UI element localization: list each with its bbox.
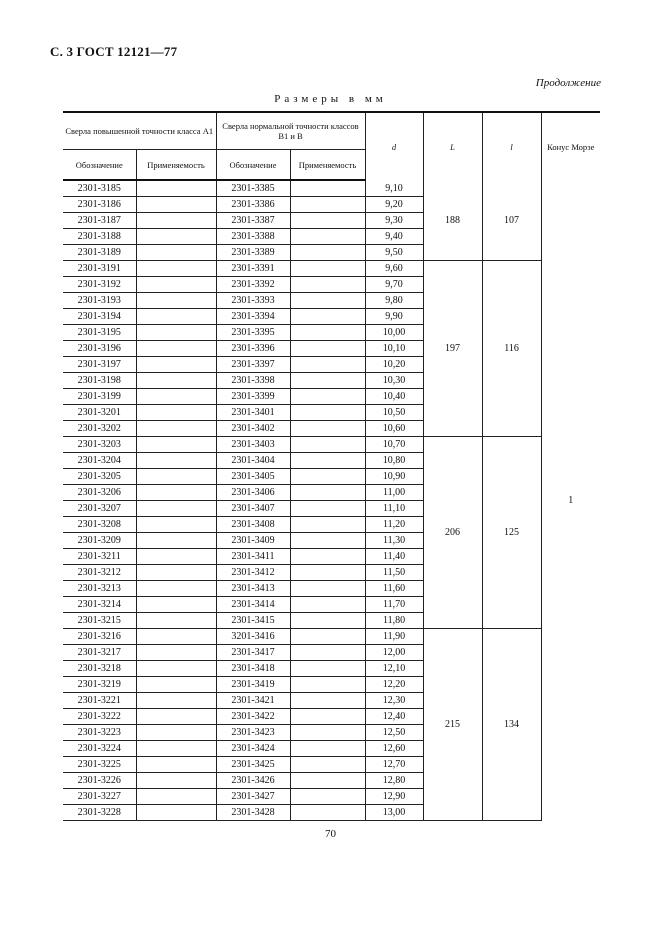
- designation-a1-cell: 2301-3218: [63, 661, 136, 677]
- applicability-b-cell: [290, 180, 365, 197]
- page-title: С. 3 ГОСТ 12121—77: [50, 44, 178, 59]
- applicability-a1-cell: [136, 213, 216, 229]
- designation-b-cell: 2301-3425: [216, 757, 290, 773]
- designation-b-cell: 2301-3404: [216, 453, 290, 469]
- applicability-b-cell: [290, 229, 365, 245]
- designation-b-cell: 2301-3393: [216, 293, 290, 309]
- designation-a1-cell: 2301-3224: [63, 741, 136, 757]
- d-cell: 10,60: [365, 421, 423, 437]
- applicability-b-cell: [290, 629, 365, 645]
- designation-b-cell: 2301-3405: [216, 469, 290, 485]
- applicability-a1-cell: [136, 725, 216, 741]
- designation-a1-cell: 2301-3208: [63, 517, 136, 533]
- designation-a1-cell: 2301-3199: [63, 389, 136, 405]
- designation-a1-cell: 2301-3217: [63, 645, 136, 661]
- designation-a1-cell: 2301-3226: [63, 773, 136, 789]
- table-row: [63, 437, 600, 453]
- designation-b-cell: 2301-3402: [216, 421, 290, 437]
- designation-a1-cell: 2301-3192: [63, 277, 136, 293]
- applicability-b-cell: [290, 277, 365, 293]
- applicability-a1-cell: [136, 533, 216, 549]
- designation-b-cell: 2301-3387: [216, 213, 290, 229]
- designation-a1-cell: 2301-3221: [63, 693, 136, 709]
- applicability-a1-cell: [136, 421, 216, 437]
- L-cell: 197: [423, 261, 482, 437]
- applicability-b-cell: [290, 469, 365, 485]
- d-cell: 12,90: [365, 789, 423, 805]
- applicability-a1-cell: [136, 437, 216, 453]
- designation-b-cell: 2301-3394: [216, 309, 290, 325]
- applicability-a1-cell: [136, 245, 216, 261]
- applicability-b-cell: [290, 565, 365, 581]
- d-cell: 10,40: [365, 389, 423, 405]
- d-cell: 11,90: [365, 629, 423, 645]
- designation-a1-cell: 2301-3212: [63, 565, 136, 581]
- d-cell: 11,80: [365, 613, 423, 629]
- applicability-b-cell: [290, 405, 365, 421]
- table-row: [63, 180, 600, 197]
- applicability-a1-cell: [136, 405, 216, 421]
- designation-b-cell: 2301-3385: [216, 180, 290, 197]
- applicability-a1-cell: [136, 229, 216, 245]
- designation-b-cell: 2301-3415: [216, 613, 290, 629]
- designation-b-cell: 2301-3408: [216, 517, 290, 533]
- L-cell: 206: [423, 437, 482, 629]
- d-cell: 9,90: [365, 309, 423, 325]
- designation-a1-cell: 2301-3191: [63, 261, 136, 277]
- d-cell: 11,70: [365, 597, 423, 613]
- d-cell: 12,60: [365, 741, 423, 757]
- applicability-b-cell: [290, 805, 365, 821]
- applicability-b-cell: [290, 293, 365, 309]
- applicability-a1-cell: [136, 645, 216, 661]
- designation-a1-cell: 2301-3219: [63, 677, 136, 693]
- designation-a1-cell: 2301-3194: [63, 309, 136, 325]
- L-cell: 215: [423, 629, 482, 821]
- applicability-a1-cell: [136, 597, 216, 613]
- d-cell: 12,50: [365, 725, 423, 741]
- designation-b-cell: 2301-3414: [216, 597, 290, 613]
- d-cell: 11,40: [365, 549, 423, 565]
- designation-b-cell: 2301-3412: [216, 565, 290, 581]
- applicability-b-cell: [290, 661, 365, 677]
- applicability-b-cell: [290, 421, 365, 437]
- designation-b-cell: 2301-3427: [216, 789, 290, 805]
- header-applicability-a1: Применяемость: [136, 150, 216, 181]
- applicability-b-cell: [290, 597, 365, 613]
- designation-b-cell: 2301-3424: [216, 741, 290, 757]
- applicability-b-cell: [290, 789, 365, 805]
- d-cell: 10,80: [365, 453, 423, 469]
- applicability-b-cell: [290, 645, 365, 661]
- applicability-a1-cell: [136, 549, 216, 565]
- applicability-a1-cell: [136, 789, 216, 805]
- designation-b-cell: 2301-3418: [216, 661, 290, 677]
- designation-a1-cell: 2301-3223: [63, 725, 136, 741]
- applicability-a1-cell: [136, 309, 216, 325]
- header-applicability-b: Применяемость: [290, 150, 365, 181]
- applicability-b-cell: [290, 725, 365, 741]
- designation-a1-cell: 2301-3198: [63, 373, 136, 389]
- applicability-a1-cell: [136, 629, 216, 645]
- designation-b-cell: 2301-3403: [216, 437, 290, 453]
- designation-a1-cell: 2301-3227: [63, 789, 136, 805]
- header-group-a1: Сверла повышенной точности класса А1: [63, 112, 216, 150]
- d-cell: 11,10: [365, 501, 423, 517]
- designation-b-cell: 3201-3416: [216, 629, 290, 645]
- designation-b-cell: 2301-3406: [216, 485, 290, 501]
- d-cell: 9,50: [365, 245, 423, 261]
- applicability-b-cell: [290, 373, 365, 389]
- designation-a1-cell: 2301-3207: [63, 501, 136, 517]
- designation-a1-cell: 2301-3225: [63, 757, 136, 773]
- applicability-a1-cell: [136, 277, 216, 293]
- applicability-b-cell: [290, 677, 365, 693]
- applicability-b-cell: [290, 693, 365, 709]
- designation-a1-cell: 2301-3215: [63, 613, 136, 629]
- d-cell: 11,00: [365, 485, 423, 501]
- applicability-b-cell: [290, 613, 365, 629]
- designation-a1-cell: 2301-3209: [63, 533, 136, 549]
- d-cell: 10,30: [365, 373, 423, 389]
- designation-a1-cell: 2301-3188: [63, 229, 136, 245]
- d-cell: 12,00: [365, 645, 423, 661]
- header-morse: Конус Морзе: [541, 112, 600, 180]
- applicability-b-cell: [290, 325, 365, 341]
- d-cell: 10,70: [365, 437, 423, 453]
- page-number: 70: [325, 828, 336, 840]
- applicability-b-cell: [290, 581, 365, 597]
- applicability-b-cell: [290, 197, 365, 213]
- applicability-a1-cell: [136, 180, 216, 197]
- applicability-a1-cell: [136, 773, 216, 789]
- applicability-a1-cell: [136, 517, 216, 533]
- d-cell: 12,40: [365, 709, 423, 725]
- designation-a1-cell: 2301-3222: [63, 709, 136, 725]
- l-cell: 107: [482, 180, 541, 261]
- designation-b-cell: 2301-3421: [216, 693, 290, 709]
- designation-a1-cell: 2301-3204: [63, 453, 136, 469]
- applicability-a1-cell: [136, 341, 216, 357]
- designation-b-cell: 2301-3409: [216, 533, 290, 549]
- applicability-b-cell: [290, 357, 365, 373]
- applicability-b-cell: [290, 549, 365, 565]
- designation-b-cell: 2301-3428: [216, 805, 290, 821]
- d-cell: 10,50: [365, 405, 423, 421]
- applicability-a1-cell: [136, 357, 216, 373]
- d-cell: 12,80: [365, 773, 423, 789]
- designation-b-cell: 2301-3423: [216, 725, 290, 741]
- designation-b-cell: 2301-3411: [216, 549, 290, 565]
- designation-a1-cell: 2301-3195: [63, 325, 136, 341]
- applicability-a1-cell: [136, 293, 216, 309]
- l-cell: 125: [482, 437, 541, 629]
- morse-cell: 1: [541, 180, 600, 821]
- d-cell: 9,70: [365, 277, 423, 293]
- d-cell: 11,20: [365, 517, 423, 533]
- applicability-a1-cell: [136, 693, 216, 709]
- applicability-b-cell: [290, 389, 365, 405]
- applicability-b-cell: [290, 261, 365, 277]
- d-cell: 11,60: [365, 581, 423, 597]
- d-cell: 9,10: [365, 180, 423, 197]
- d-cell: 12,30: [365, 693, 423, 709]
- table-row: [63, 261, 600, 277]
- applicability-b-cell: [290, 741, 365, 757]
- d-cell: 10,00: [365, 325, 423, 341]
- designation-a1-cell: 2301-3216: [63, 629, 136, 645]
- designation-a1-cell: 2301-3187: [63, 213, 136, 229]
- designation-b-cell: 2301-3401: [216, 405, 290, 421]
- applicability-a1-cell: [136, 677, 216, 693]
- header-l: l: [482, 112, 541, 180]
- designation-a1-cell: 2301-3213: [63, 581, 136, 597]
- applicability-a1-cell: [136, 709, 216, 725]
- applicability-a1-cell: [136, 261, 216, 277]
- designation-a1-cell: 2301-3206: [63, 485, 136, 501]
- table-body: [63, 180, 600, 821]
- applicability-a1-cell: [136, 661, 216, 677]
- applicability-b-cell: [290, 453, 365, 469]
- designation-b-cell: 2301-3392: [216, 277, 290, 293]
- designation-a1-cell: 2301-3196: [63, 341, 136, 357]
- applicability-a1-cell: [136, 757, 216, 773]
- applicability-a1-cell: [136, 741, 216, 757]
- d-cell: 13,00: [365, 805, 423, 821]
- designation-b-cell: 2301-3391: [216, 261, 290, 277]
- applicability-b-cell: [290, 757, 365, 773]
- applicability-b-cell: [290, 517, 365, 533]
- designation-a1-cell: 2301-3197: [63, 357, 136, 373]
- header-group-b: Сверла нормальной точности классов В1 и В: [216, 112, 365, 150]
- applicability-a1-cell: [136, 565, 216, 581]
- l-cell: 116: [482, 261, 541, 437]
- d-cell: 9,40: [365, 229, 423, 245]
- designation-a1-cell: 2301-3189: [63, 245, 136, 261]
- applicability-b-cell: [290, 533, 365, 549]
- designation-b-cell: 2301-3413: [216, 581, 290, 597]
- continuation-label: Продолжение: [535, 77, 601, 89]
- applicability-a1-cell: [136, 453, 216, 469]
- designation-a1-cell: 2301-3205: [63, 469, 136, 485]
- applicability-a1-cell: [136, 325, 216, 341]
- L-cell: 188: [423, 180, 482, 261]
- applicability-a1-cell: [136, 469, 216, 485]
- applicability-b-cell: [290, 709, 365, 725]
- designation-b-cell: 2301-3395: [216, 325, 290, 341]
- designation-b-cell: 2301-3399: [216, 389, 290, 405]
- applicability-a1-cell: [136, 501, 216, 517]
- applicability-b-cell: [290, 341, 365, 357]
- designation-b-cell: 2301-3419: [216, 677, 290, 693]
- header-L: L: [423, 112, 482, 180]
- applicability-a1-cell: [136, 805, 216, 821]
- applicability-a1-cell: [136, 485, 216, 501]
- designation-b-cell: 2301-3396: [216, 341, 290, 357]
- d-cell: 9,30: [365, 213, 423, 229]
- d-cell: 12,70: [365, 757, 423, 773]
- designation-a1-cell: 2301-3214: [63, 597, 136, 613]
- designation-b-cell: 2301-3422: [216, 709, 290, 725]
- designation-a1-cell: 2301-3202: [63, 421, 136, 437]
- applicability-b-cell: [290, 437, 365, 453]
- header-d: d: [365, 112, 423, 180]
- units-label: Размеры в мм: [274, 93, 387, 105]
- d-cell: 9,80: [365, 293, 423, 309]
- applicability-b-cell: [290, 309, 365, 325]
- d-cell: 9,60: [365, 261, 423, 277]
- d-cell: 10,10: [365, 341, 423, 357]
- designation-a1-cell: 2301-3201: [63, 405, 136, 421]
- designation-a1-cell: 2301-3185: [63, 180, 136, 197]
- designation-b-cell: 2301-3417: [216, 645, 290, 661]
- header-designation-a1: Обозначение: [63, 150, 136, 181]
- designation-a1-cell: 2301-3193: [63, 293, 136, 309]
- designation-a1-cell: 2301-3211: [63, 549, 136, 565]
- d-cell: 12,10: [365, 661, 423, 677]
- designation-b-cell: 2301-3407: [216, 501, 290, 517]
- d-cell: 11,30: [365, 533, 423, 549]
- applicability-b-cell: [290, 245, 365, 261]
- applicability-a1-cell: [136, 613, 216, 629]
- d-cell: 10,20: [365, 357, 423, 373]
- table-row: [63, 629, 600, 645]
- header-designation-b: Обозначение: [216, 150, 290, 181]
- designation-b-cell: 2301-3389: [216, 245, 290, 261]
- applicability-b-cell: [290, 485, 365, 501]
- dimensions-table: [63, 111, 600, 821]
- designation-b-cell: 2301-3397: [216, 357, 290, 373]
- designation-b-cell: 2301-3426: [216, 773, 290, 789]
- d-cell: 9,20: [365, 197, 423, 213]
- applicability-a1-cell: [136, 197, 216, 213]
- applicability-a1-cell: [136, 581, 216, 597]
- designation-a1-cell: 2301-3203: [63, 437, 136, 453]
- designation-b-cell: 2301-3386: [216, 197, 290, 213]
- d-cell: 10,90: [365, 469, 423, 485]
- l-cell: 134: [482, 629, 541, 821]
- designation-b-cell: 2301-3398: [216, 373, 290, 389]
- d-cell: 11,50: [365, 565, 423, 581]
- applicability-b-cell: [290, 773, 365, 789]
- applicability-b-cell: [290, 213, 365, 229]
- applicability-a1-cell: [136, 373, 216, 389]
- d-cell: 12,20: [365, 677, 423, 693]
- designation-a1-cell: 2301-3186: [63, 197, 136, 213]
- designation-a1-cell: 2301-3228: [63, 805, 136, 821]
- applicability-a1-cell: [136, 389, 216, 405]
- applicability-b-cell: [290, 501, 365, 517]
- designation-b-cell: 2301-3388: [216, 229, 290, 245]
